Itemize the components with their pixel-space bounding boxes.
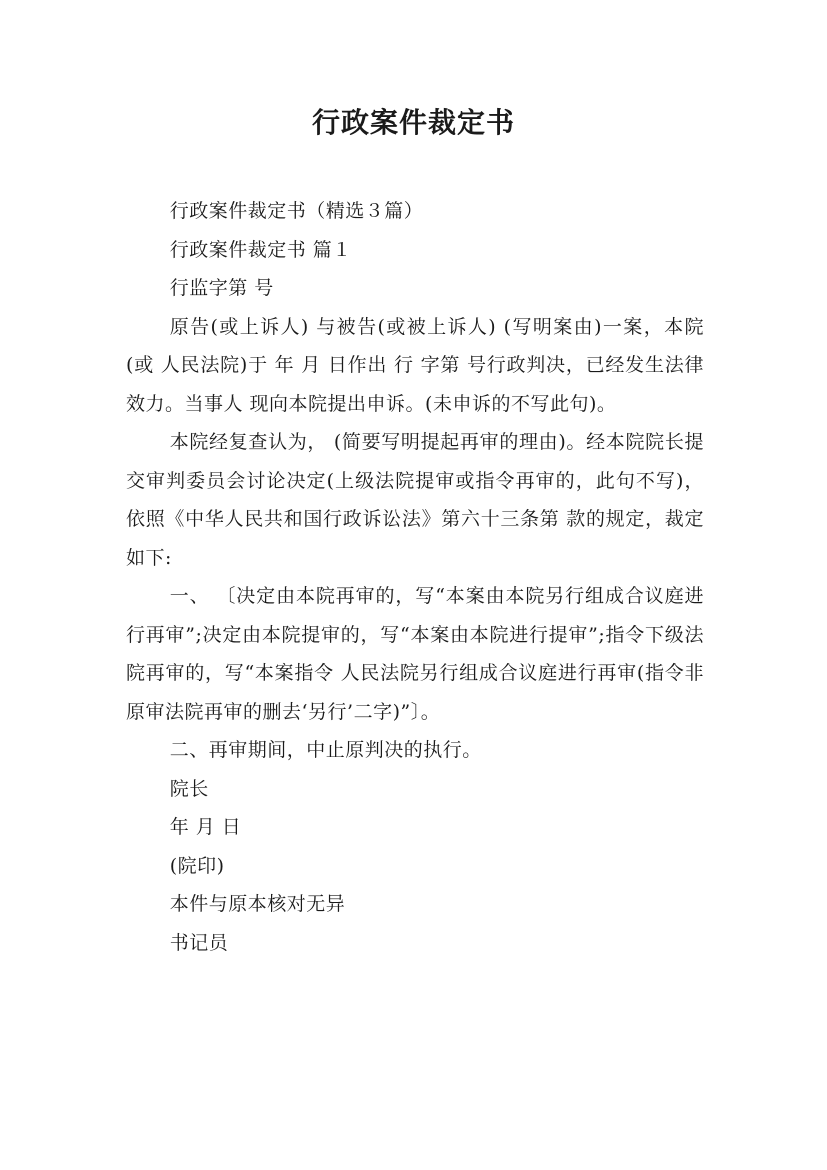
document-title: 行政案件裁定书 (311, 106, 515, 139)
section-heading: 行政案件裁定书 篇１ (169, 238, 352, 261)
signature-president: 院长 (169, 777, 209, 800)
signature-date: 年 月 日 (169, 816, 242, 838)
case-number-line: 行监字第 号 (169, 277, 274, 299)
ruling-item-2: 二、再审期间，中止原判决的执行。 (169, 739, 482, 761)
clerk-line: 书记员 (169, 931, 229, 954)
document-body (126, 192, 704, 962)
court-seal-line: (院印) (169, 854, 225, 877)
ruling-item-1: 一、 〔决定由本院再审的，写“本案由本院另行组成合议庭进行再审”;决定由本院提审的，写“本案由本院进行提审”;指令下级法院再审的，写“本案指令 人民法院另行组成合议庭进行再审(指令非原审法院再审的删去‘另行’二字)”〕。 (126, 585, 704, 723)
verification-line: 本件与原本核对无异 (169, 893, 346, 915)
case-background-paragraph: 原告(或上诉人) 与被告(或被上诉人) (写明案由)一案，本院(或 人民法院)于 年 月 日作出 行 字第 号行政判决，已经发生法律效力。当事人 现向本院提出申诉。(未申诉的不写此句)。 (126, 315, 704, 415)
review-reason-paragraph: 本院经复查认为， (简要写明提起再审的理由)。经本院院长提交审判委员会讨论决定(上级法院提审或指令再审的，此句不写)，依照《中华人民共和国行政诉讼法》第六十三条第 款的规定，裁定如下: (126, 431, 704, 569)
subtitle-line: 行政案件裁定书（精选３篇） (169, 200, 424, 222)
